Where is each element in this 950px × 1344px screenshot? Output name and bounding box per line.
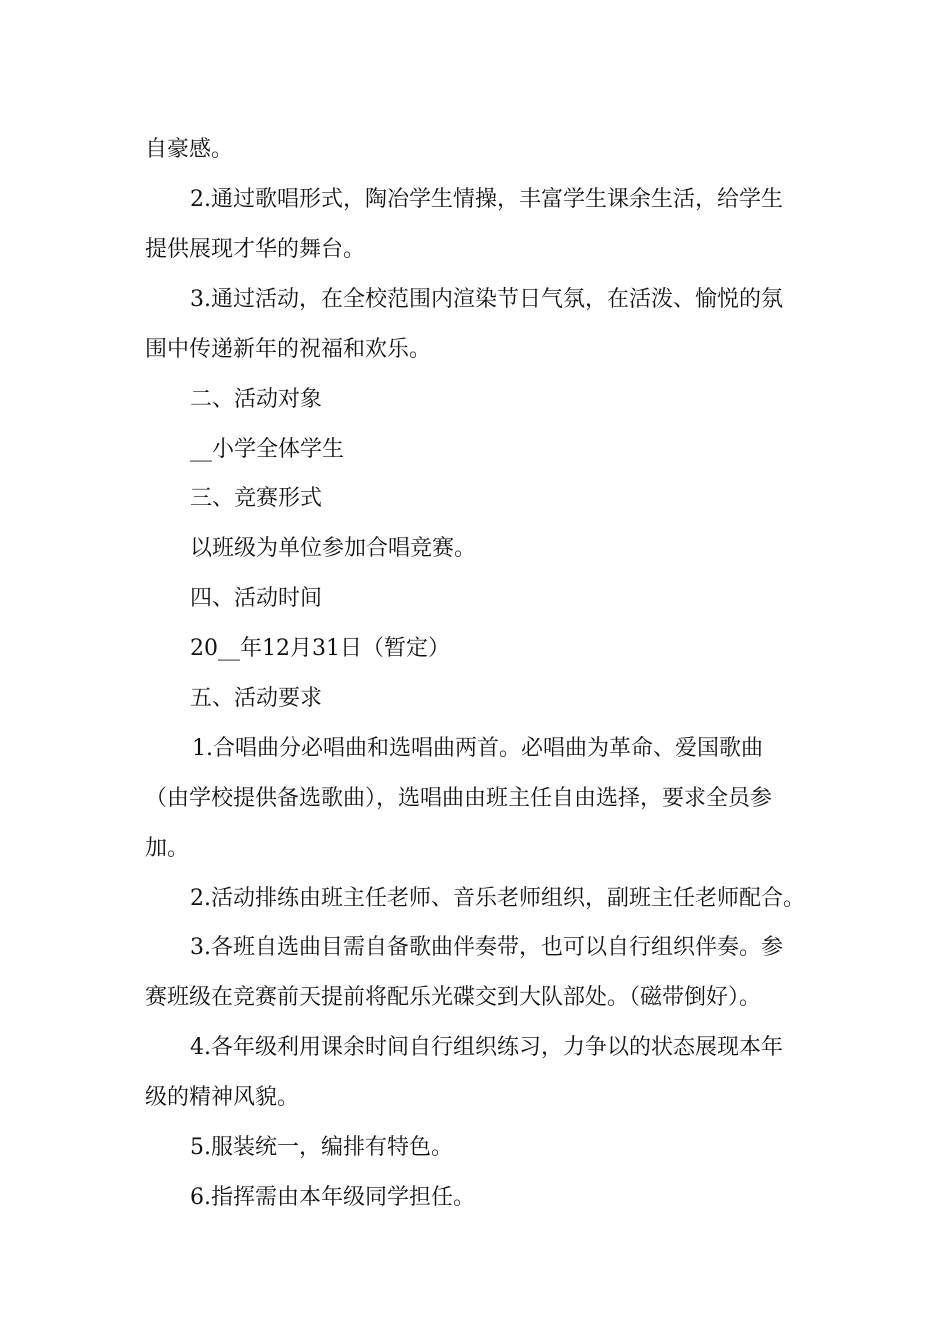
text-line: 加。 [145,836,190,861]
text-line: 赛班级在竞赛前天提前将配乐光碟交到大队部处。（磁带倒好）。 [145,985,762,1010]
text-line: __小学全体学生 [190,437,345,462]
text-line: 20__年12月31日（暂定） [190,636,450,661]
text-line: 自豪感。 [145,137,234,162]
text-line: 5.服装统一，编排有特色。 [190,1135,453,1160]
section-heading: 五、活动要求 [190,686,323,711]
section-heading: 二、活动对象 [190,387,323,412]
text-line: 4.各年级利用课余时间自行组织练习，力争以的状态展现本年 [190,1035,783,1060]
text-line: 级的精神风貌。 [145,1085,300,1110]
text-line: 1.合唱曲分必唱曲和选唱曲两首。必唱曲为革命、爱国歌曲 [192,736,763,761]
text-line: 3.通过活动，在全校范围内渲染节日气氛，在活泼、愉悦的氛 [190,287,783,312]
section-heading: 三、竞赛形式 [190,486,323,511]
text-line: 围中传递新年的祝福和欢乐。 [145,337,432,362]
text-line: （由学校提供备选歌曲），选唱曲由班主任自由选择，要求全员参 [145,786,773,811]
text-line: 6.指挥需由本年级同学担任。 [190,1185,475,1210]
text-line: 3.各班自选曲目需自备歌曲伴奏带，也可以自行组织伴奏。参 [190,935,783,960]
text-line: 以班级为单位参加合唱竞赛。 [190,536,477,561]
text-line: 提供展现才华的舞台。 [145,237,366,262]
text-line: 2.通过歌唱形式，陶冶学生情操，丰富学生课余生活，给学生 [190,187,783,212]
text-line: 2.活动排练由班主任老师、音乐老师组织，副班主任老师配合。 [190,886,805,911]
section-heading: 四、活动时间 [190,586,323,611]
